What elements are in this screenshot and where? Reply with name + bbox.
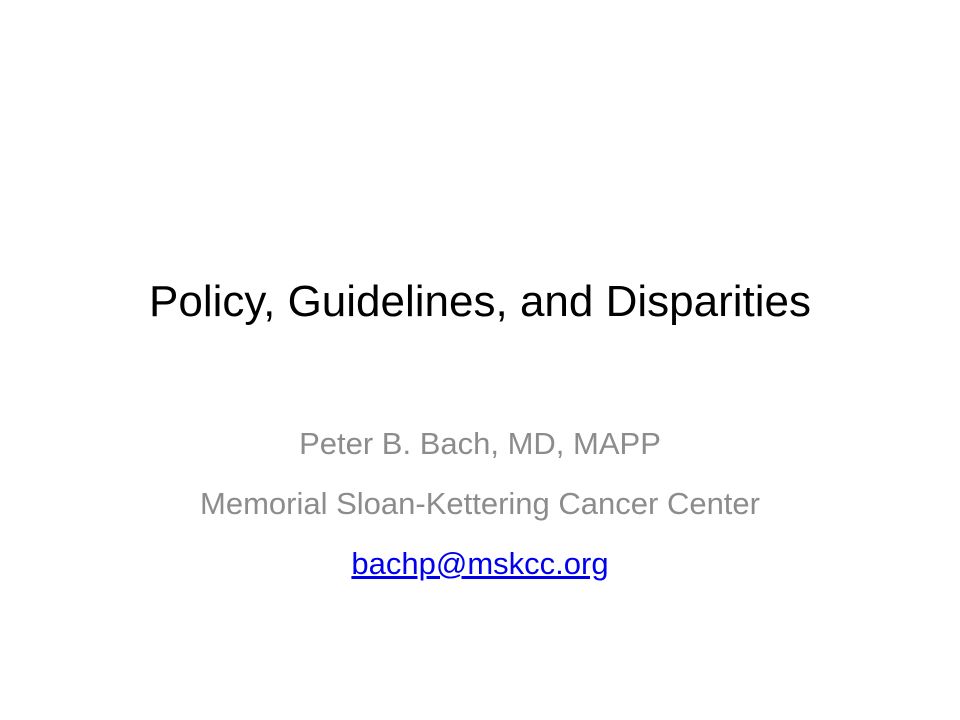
subtitle-block bbox=[0, 414, 960, 594]
author-name: Peter B. Bach, MD, MAPP bbox=[299, 426, 661, 461]
organization-name: Memorial Sloan-Kettering Cancer Center bbox=[200, 486, 760, 521]
email-link[interactable]: bachp@mskcc.org bbox=[351, 546, 609, 581]
slide-title: Policy, Guidelines, and Disparities bbox=[149, 277, 811, 326]
